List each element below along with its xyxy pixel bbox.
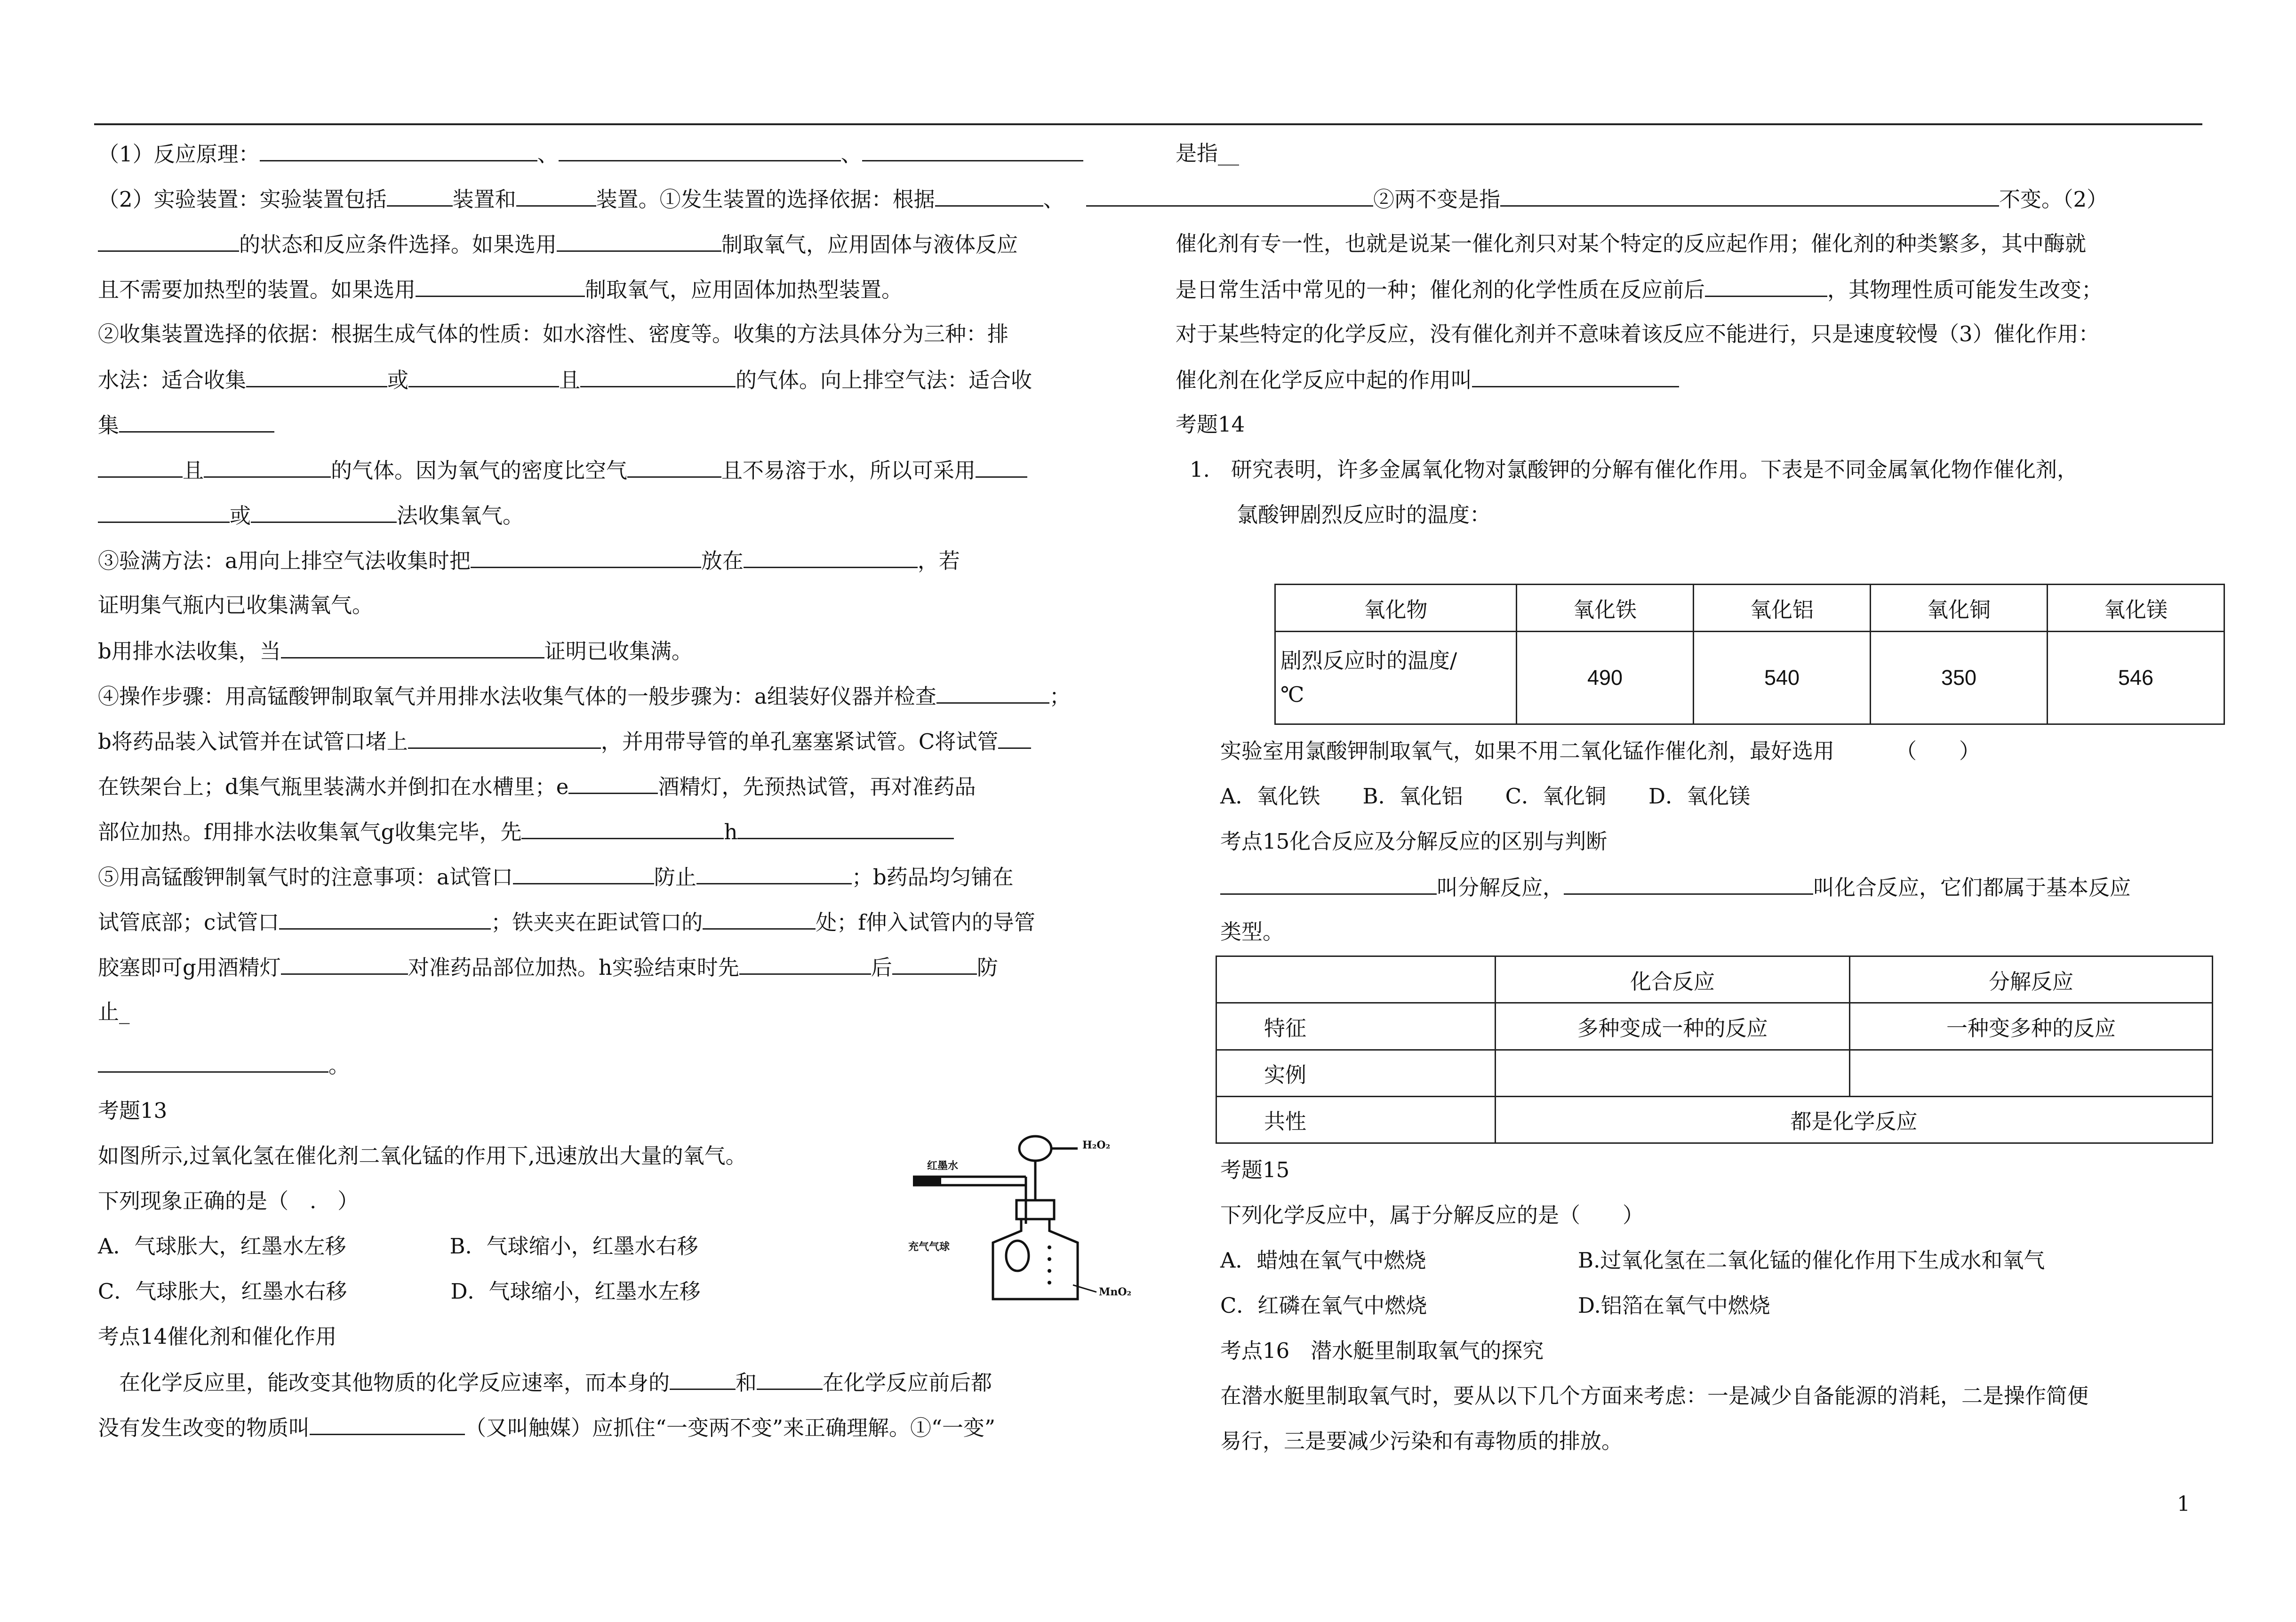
row-label-cell: 特征 (1216, 1003, 1496, 1050)
option-c: C．气球胀大，红墨水右移 (98, 1279, 347, 1304)
blank (471, 546, 701, 568)
table-cell (1850, 1050, 2213, 1096)
red-ink-drop (913, 1177, 941, 1185)
table-cell: 一种变多种的反应 (1850, 1003, 2213, 1050)
text-line: ②收集装置选择的依据：根据生成气体的性质：如水溶性、密度等。收集的方法具体分为三种：排 (98, 321, 1009, 346)
text-line: 在潜水艇里制取氧气时，要从以下几个方面来考虑：一是减少自备能源的消耗，二是操作简便 (1220, 1383, 2089, 1408)
text: 在化学反应前后都 (823, 1370, 992, 1395)
text: 在化学反应里，能改变其他物质的化学反应速率，而本身的 (98, 1370, 670, 1395)
text: 酒精灯，先预热试管，再对准药品 (658, 774, 976, 799)
apparatus-figure (908, 1130, 1153, 1309)
row-label-cell (1275, 632, 1517, 724)
text: 叫化合反应，它们都属于基本反应 (1813, 875, 2131, 900)
text: 对准药品部位加热。h实验结束时先 (408, 955, 739, 980)
text: 、 (840, 142, 862, 167)
option-d: D.铝箔在氧气中燃烧 (1578, 1293, 1770, 1318)
table-cell: 350 (1871, 632, 2048, 724)
reaction-principle-line (98, 139, 1083, 169)
table-header-row (1275, 585, 2224, 632)
section-heading: 考题15 (1220, 1157, 1290, 1182)
option-line (1220, 1292, 1770, 1320)
blank (204, 456, 331, 478)
option-d: D．气球缩小，红墨水左移 (450, 1279, 701, 1304)
text: （2）实验装置：实验装置包括 (98, 187, 387, 212)
table-cell: 546 (2048, 632, 2224, 724)
blank (279, 907, 491, 930)
text-line (98, 410, 274, 440)
text-line (98, 365, 1032, 394)
option-b: B．气球缩小，红墨水右移 (449, 1234, 698, 1259)
text-line (98, 907, 1035, 937)
text: 和 (736, 1370, 757, 1395)
text: 。 (328, 1053, 350, 1078)
table-header-cell: 分解反应 (1850, 956, 2213, 1003)
text-line: 对于某些特定的化学反应，没有催化剂并不意味着该反应不能进行，只是速度较慢（3）催化作用： (1176, 321, 2100, 346)
text: 、 (1043, 187, 1064, 212)
blank (387, 185, 453, 207)
blank (521, 817, 724, 839)
text-line (1176, 275, 2103, 304)
option-b: B．氧化铝 (1362, 784, 1463, 809)
text: 且不需要加热型的装置。如果选用 (98, 277, 416, 302)
text: 且不易溶于水，所以可采用 (721, 458, 976, 483)
text-line (98, 456, 1027, 485)
text: 证明已收集满。 (544, 639, 693, 664)
text: ②两不变是指 (1373, 187, 1501, 212)
blank (744, 546, 918, 568)
text: 法收集氧气。 (397, 503, 524, 528)
text: ⑤用高锰酸钾制氧气时的注意事项：a试管口 (98, 865, 513, 890)
text-line (1086, 185, 2108, 214)
blank (703, 907, 816, 930)
table-cell: 多种变成一种的反应 (1496, 1003, 1850, 1050)
text-line (98, 636, 693, 666)
option-c: C．氧化铜 (1505, 784, 1607, 809)
blank (98, 230, 239, 252)
option-c: C．红磷在氧气中燃烧 (1220, 1293, 1427, 1318)
text-line: 止_ (98, 999, 130, 1024)
h2o2-label: H₂O₂ (1082, 1139, 1111, 1151)
blank (1086, 185, 1373, 207)
text: ④操作步骤：用高锰酸钾制取氧气并用排水法收集气体的一般步骤为：a组装好仪器并检查 (98, 684, 936, 709)
option-a: A．气球胀大，红墨水左移 (98, 1234, 346, 1259)
mno2-label: MnO₂ (1099, 1286, 1132, 1298)
text: 或 (230, 503, 251, 528)
option-a: A．蜡烛在氧气中燃烧 (1220, 1248, 1426, 1273)
text-line (98, 862, 1014, 891)
table-cell: 540 (1694, 632, 1871, 724)
top-rule (94, 123, 2202, 125)
blank (936, 682, 1049, 704)
text: 的气体。向上排空气法：适合收 (736, 368, 1032, 393)
text-line (98, 682, 1071, 711)
blank (757, 1368, 823, 1390)
text-line (98, 727, 1031, 756)
text: 不变。（2） (1999, 187, 2108, 212)
blank (260, 139, 537, 161)
section-heading: 考点15化合反应及分解反应的区别与判断 (1220, 829, 1608, 854)
question-text: 氯酸钾剧烈反应时的温度： (1237, 502, 1491, 527)
blank (998, 727, 1031, 749)
blank (1705, 275, 1827, 297)
text: 防 (976, 955, 998, 980)
table-row (1216, 1003, 2213, 1050)
text: 、 (537, 142, 559, 167)
question-text (1220, 737, 1980, 765)
text: ；b药品均匀铺在 (851, 865, 1014, 890)
text-line (98, 546, 960, 575)
blank (98, 1051, 328, 1073)
option-a: A．氧化铁 (1220, 784, 1320, 809)
text: 制取氧气，应用固体与液体反应 (721, 232, 1018, 257)
text-line (98, 772, 976, 801)
blank (408, 727, 601, 749)
row-label-cell: 共性 (1216, 1096, 1496, 1143)
text-line (1220, 873, 2131, 902)
blank (416, 275, 585, 297)
blank (1500, 185, 1999, 207)
option-d: D．氧化镁 (1648, 784, 1751, 809)
blank (862, 139, 1083, 161)
blank (670, 1368, 736, 1390)
table-header-cell: 氧化物 (1275, 585, 1517, 632)
text: 在铁架台上；d集气瓶里装满水并倒扣在水槽里；e (98, 774, 569, 799)
table-cell (1496, 1050, 1850, 1096)
text: 没有发生改变的物质叫 (98, 1415, 310, 1440)
blank (281, 953, 408, 975)
table-header-cell: 化合反应 (1496, 956, 1850, 1003)
text-line (98, 953, 998, 982)
section-heading: 考题14 (1176, 412, 1245, 437)
text: 的状态和反应条件选择。如果选用 (239, 232, 557, 257)
blank (892, 953, 977, 975)
apparatus-line (98, 185, 1064, 214)
text: b将药品装入试管并在试管口堵上 (98, 729, 408, 754)
blank (935, 185, 1043, 207)
blank (557, 230, 721, 252)
row-label-cell: 实例 (1216, 1050, 1496, 1096)
text: b用排水法收集，当 (98, 639, 281, 664)
blank (1472, 365, 1679, 387)
table-cell (1216, 956, 1496, 1003)
text: ； (1049, 684, 1071, 709)
text: 胶塞即可g用酒精灯 (98, 955, 281, 980)
text-line: 类型。 (1220, 919, 1284, 944)
text: 试管底部；c试管口 (98, 910, 280, 935)
table-cell: 490 (1517, 632, 1694, 724)
row-label-line1: 剧烈反应时的温度/ (1280, 648, 1457, 673)
text: （又叫触媒）应抓住“一变两不变”来正确理解。①“一变” (465, 1415, 996, 1440)
row-label-line2: ℃ (1280, 682, 1304, 707)
option-line (1220, 1246, 2045, 1275)
text-line: 易行，三是要减少污染和有毒物质的排放。 (1220, 1429, 1623, 1453)
table-row (1275, 632, 2224, 724)
table-row (1216, 1050, 2213, 1096)
text: 的气体。因为氧气的密度比空气 (331, 458, 628, 483)
text: 集 (98, 413, 120, 438)
blank (559, 139, 841, 161)
text: ；铁夹夹在距试管口的 (491, 910, 703, 935)
text: 后 (871, 955, 892, 980)
blank (568, 772, 658, 794)
text: ，并用带导管的单孔塞塞紧试管。C将试管 (600, 729, 999, 754)
blank (408, 365, 559, 387)
text: 催化剂在化学反应中起的作用叫 (1176, 368, 1472, 393)
merged-cell: 都是化学反应 (1496, 1096, 2213, 1143)
table-header-cell: 氧化铜 (1871, 585, 2048, 632)
text-line (98, 1413, 995, 1442)
blank (98, 501, 230, 523)
text-line (98, 1051, 350, 1080)
text: 且 (559, 368, 581, 393)
question-text: 下列化学反应中，属于分解反应的是（ ） (1220, 1203, 1644, 1228)
text: 装置和 (452, 187, 516, 212)
text-line (98, 817, 954, 846)
text-line (98, 275, 903, 304)
blank (1564, 873, 1813, 895)
blank (251, 501, 397, 523)
option-line (98, 1277, 701, 1306)
text-line (98, 1368, 992, 1397)
oxide-temperature-table (1274, 584, 2225, 725)
blank (737, 817, 954, 839)
text: 且 (183, 458, 204, 483)
text: 处；f伸入试管内的导管 (816, 910, 1035, 935)
question-text: 1. 研究表明，许多金属氧化物对氯酸钾的分解有催化作用。下表是不同金属氧化物作催化剂， (1190, 457, 2078, 482)
question-text: 如图所示,过氧化氢在催化剂二氧化锰的作用下,迅速放出大量的氧气。 (98, 1143, 747, 1168)
text: ，其物理性质可能发生改变； (1827, 277, 2103, 302)
section-heading: 考题13 (98, 1098, 168, 1123)
text: h (724, 819, 738, 844)
blank (119, 410, 274, 433)
blank (1220, 873, 1437, 895)
text-line (1176, 365, 1679, 394)
option-line (1220, 782, 1750, 811)
text: 装置。①发生装置的选择依据：根据 (596, 187, 935, 212)
text: 水法：适合收集 (98, 368, 247, 393)
table-row (1216, 1096, 2213, 1143)
blank (516, 185, 596, 207)
option-line (98, 1232, 698, 1261)
blank (513, 862, 654, 884)
blank (627, 456, 721, 478)
text: ，若 (917, 548, 960, 573)
text: 或 (387, 368, 409, 393)
text-line: 催化剂有专一性，也就是说某一催化剂只对某个特定的反应起作用；催化剂的种类繁多，其中酶就 (1176, 231, 2087, 256)
text-line: 证明集气瓶内已收集满氧气。 (98, 593, 374, 618)
text-line (98, 501, 524, 530)
text: 防止 (654, 865, 696, 890)
table-header-cell: 氧化铁 (1517, 585, 1694, 632)
blank (281, 636, 544, 658)
text: （1）反应原理： (98, 142, 260, 167)
table-header-cell: 氧化铝 (1694, 585, 1871, 632)
section-heading: 考点16 潜水艇里制取氧气的探究 (1220, 1338, 1544, 1363)
section-heading: 考点14催化剂和催化作用 (98, 1324, 337, 1349)
option-b: B.过氧化氢在二氧化锰的催化作用下生成水和氧气 (1578, 1248, 2045, 1273)
blank (580, 365, 736, 387)
blank (976, 456, 1027, 478)
table-header-cell: 氧化镁 (2048, 585, 2224, 632)
question-text: 下列现象正确的是（ . ） (98, 1188, 359, 1213)
blank (310, 1413, 465, 1435)
text: 叫分解反应， (1437, 875, 1564, 900)
text: 部位加热。f用排水法收集氧气g收集完毕，先 (98, 819, 522, 844)
blank (98, 456, 183, 478)
blank (696, 862, 852, 884)
text-line: 是指__ (1176, 141, 1240, 166)
table-header-row (1216, 956, 2213, 1003)
text: ③验满方法：a用向上排空气法收集时把 (98, 548, 471, 573)
page-number: 1 (2177, 1492, 2190, 1516)
text: 是日常生活中常见的一种；催化剂的化学性质在反应前后 (1176, 277, 1705, 302)
blank (246, 365, 387, 387)
reaction-compare-table (1216, 956, 2213, 1144)
text: 实验室用氯酸钾制取氧气，如果不用二氧化锰作催化剂，最好选用 (1220, 739, 1835, 763)
blank (739, 953, 871, 975)
balloon-label: 充气气球 (908, 1241, 950, 1253)
text-line (98, 230, 1018, 259)
red-ink-label: 红墨水 (927, 1160, 959, 1172)
text: 放在 (701, 548, 744, 573)
flask-diagram (908, 1130, 1153, 1309)
text: 制取氧气，应用固体加热型装置。 (585, 277, 903, 302)
answer-bracket: （ ） (1896, 739, 1981, 763)
